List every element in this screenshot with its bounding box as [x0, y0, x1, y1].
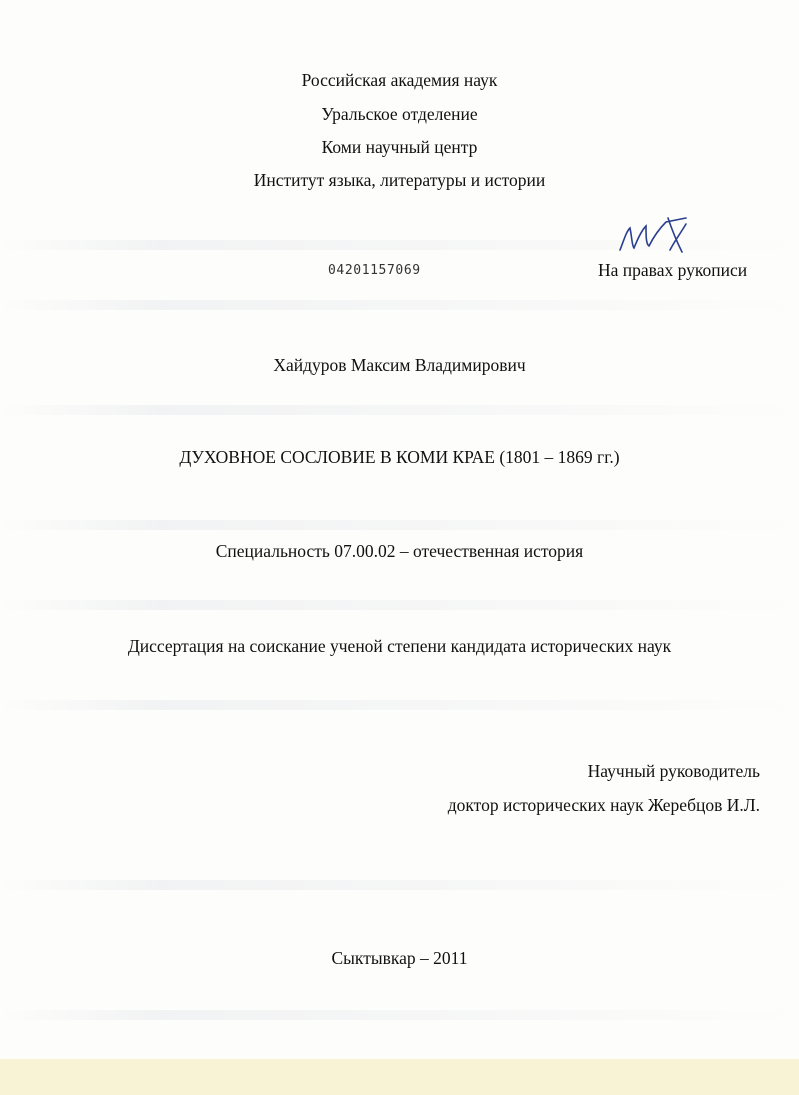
- handwritten-signature: [616, 210, 696, 258]
- page-bottom-edge: [0, 1059, 799, 1095]
- header-center: Коми научный центр: [321, 137, 478, 157]
- rights-notice: На правах рукописи: [598, 260, 748, 280]
- header-branch: Уральское отделение: [321, 104, 478, 124]
- header-academy: Российская академия наук: [301, 70, 498, 90]
- specialty: Специальность 07.00.02 – отечественная история: [215, 541, 584, 561]
- scan-artifact: [0, 880, 799, 890]
- scan-artifact: [0, 520, 799, 530]
- author-name: Хайдуров Максим Владимирович: [273, 355, 526, 375]
- scan-artifact: [0, 405, 799, 415]
- dissertation-title: ДУХОВНОЕ СОСЛОВИЕ В КОМИ КРАЕ (1801 – 1869 гг.): [179, 447, 620, 467]
- header-institute: Институт языка, литературы и истории: [253, 170, 546, 190]
- degree-statement: Диссертация на соискание ученой степени кандидата исторических наук: [127, 636, 672, 656]
- place-year: Сыктывкар – 2011: [331, 948, 468, 968]
- scan-artifact: [0, 600, 799, 610]
- scan-artifact: [0, 1010, 799, 1020]
- scan-artifact: [0, 300, 799, 310]
- supervisor-label: Научный руководитель: [587, 761, 760, 781]
- scan-artifact: [0, 700, 799, 710]
- supervisor-name: доктор исторических наук Жеребцов И.Л.: [447, 795, 760, 815]
- serial-number: 04201157069: [328, 263, 421, 278]
